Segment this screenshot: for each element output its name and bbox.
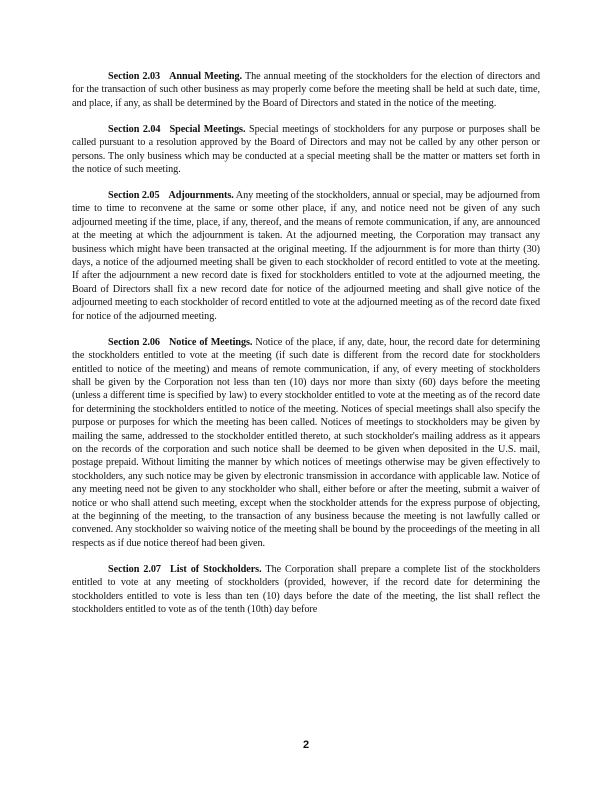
section-2-06: [72, 336, 540, 551]
section-title: Adjournments.: [168, 190, 234, 202]
section-text: Any meeting of the stockholders, annual or special, may be adjourned from time to time to reconvene at the same or some other place, if any, and notice need not be given of any such adjourned meeting if the time, place, if any, thereof, and the means of remote communication, if any, are announced at the meeting at which the adjournment is taken. At the adjourned meeting, the Corporation may transact any business which might have been transacted at the original meeting. If the adjournment is for more than thirty (30) days, a notice of the adjourned meeting shall be given to each stockholder of record entitled to vote at the meeting. If after the adjournment a new record date is fixed for stockholders entitled to vote at the adjourned meeting, the Board of Directors shall fix a new record date for notice of the adjourned meeting and shall give notice of the adjourned meeting to each stockholder of record entitled to vote at the adjourned meeting as of the record date fixed for notice of the adjourned meeting.: [72, 190, 540, 322]
section-2-03: [72, 70, 540, 110]
section-title: Annual Meeting.: [169, 71, 243, 82]
document-body: [72, 70, 540, 616]
section-text: Notice of the place, if any, date, hour, the record date for determining the stockholders entitled to vote at the meeting (if such date is different from the record date for stockholders entitled to notice of the meeting) and means of remote communication, if any, of every meeting of stockholders shall be given by the Corporation not less than ten (10) days nor more than sixty (60) days before the meeting (unless a different time is specified by law) to every stockholder entitled to vote at the meeting as of the record date for determining the stockholders entitled to notice of the meeting. Notices of special meetings shall also specify the purpose or purposes for which the meeting has been called. Notices of meetings to stockholders may be given by mailing the same, addressed to the stockholder entitled thereto, at such stockholder's mailing address as it appears on the records of the corporation and such notice shall be deemed to be given when deposited in the U.S. mail, postage prepaid. Without limiting the manner by which notices of meetings otherwise may be given effectively to stockholders, any such notice may be given by electronic transmission in accordance with applicable law. Notice of any meeting need not be given to any stockholder who shall, either before or after the meeting, submit a waiver of notice or who shall attend such meeting, except when the stockholder attends for the express purpose of objecting, at the beginning of the meeting, to the transaction of any business because the meeting is not lawfully called or convened. Any stockholder so waiving notice of the meeting shall be bound by the proceedings of the meeting in all respects as if due notice thereof had been given.: [72, 336, 540, 549]
section-number: Section 2.06: [108, 336, 160, 348]
section-title: List of Stockholders.: [169, 563, 262, 575]
section-number: Section 2.03: [108, 71, 161, 82]
page-number: 2: [302, 739, 310, 751]
section-number: Section 2.04: [108, 123, 161, 135]
section-title: Special Meetings.: [169, 123, 246, 135]
section-title: Notice of Meetings.: [168, 336, 253, 348]
section-2-05: [72, 189, 540, 323]
section-2-07: [72, 563, 540, 617]
section-text: Special meetings of stockholders for any purpose or purposes shall be called pursuant to a resolution approved by the Board of Directors and may not be called by any other person or persons. The only business which may be conducted at a special meeting shall be the matter or matters set forth in the notice of such meeting.: [72, 123, 541, 176]
section-number: Section 2.07: [108, 563, 161, 575]
section-text: The annual meeting of the stockholders for the election of directors and for the transaction of such other business as may properly come before the meeting shall be held at such date, time, and place, if any, as shall be determined by the Board of Directors and stated in the notice of the meeting.: [72, 71, 540, 109]
section-number: Section 2.05: [108, 190, 160, 202]
section-2-04: [72, 123, 540, 177]
section-text: The Corporation shall prepare a complete list of the stockholders entitled to vote at any meeting of stockholders (provided, however, if the record date for determining the stockholders entitled to vote is less than ten (10) days before the date of the meeting, the list shall reflect the stockholders entitled to vote as of the tenth (10th) day before: [72, 563, 540, 615]
